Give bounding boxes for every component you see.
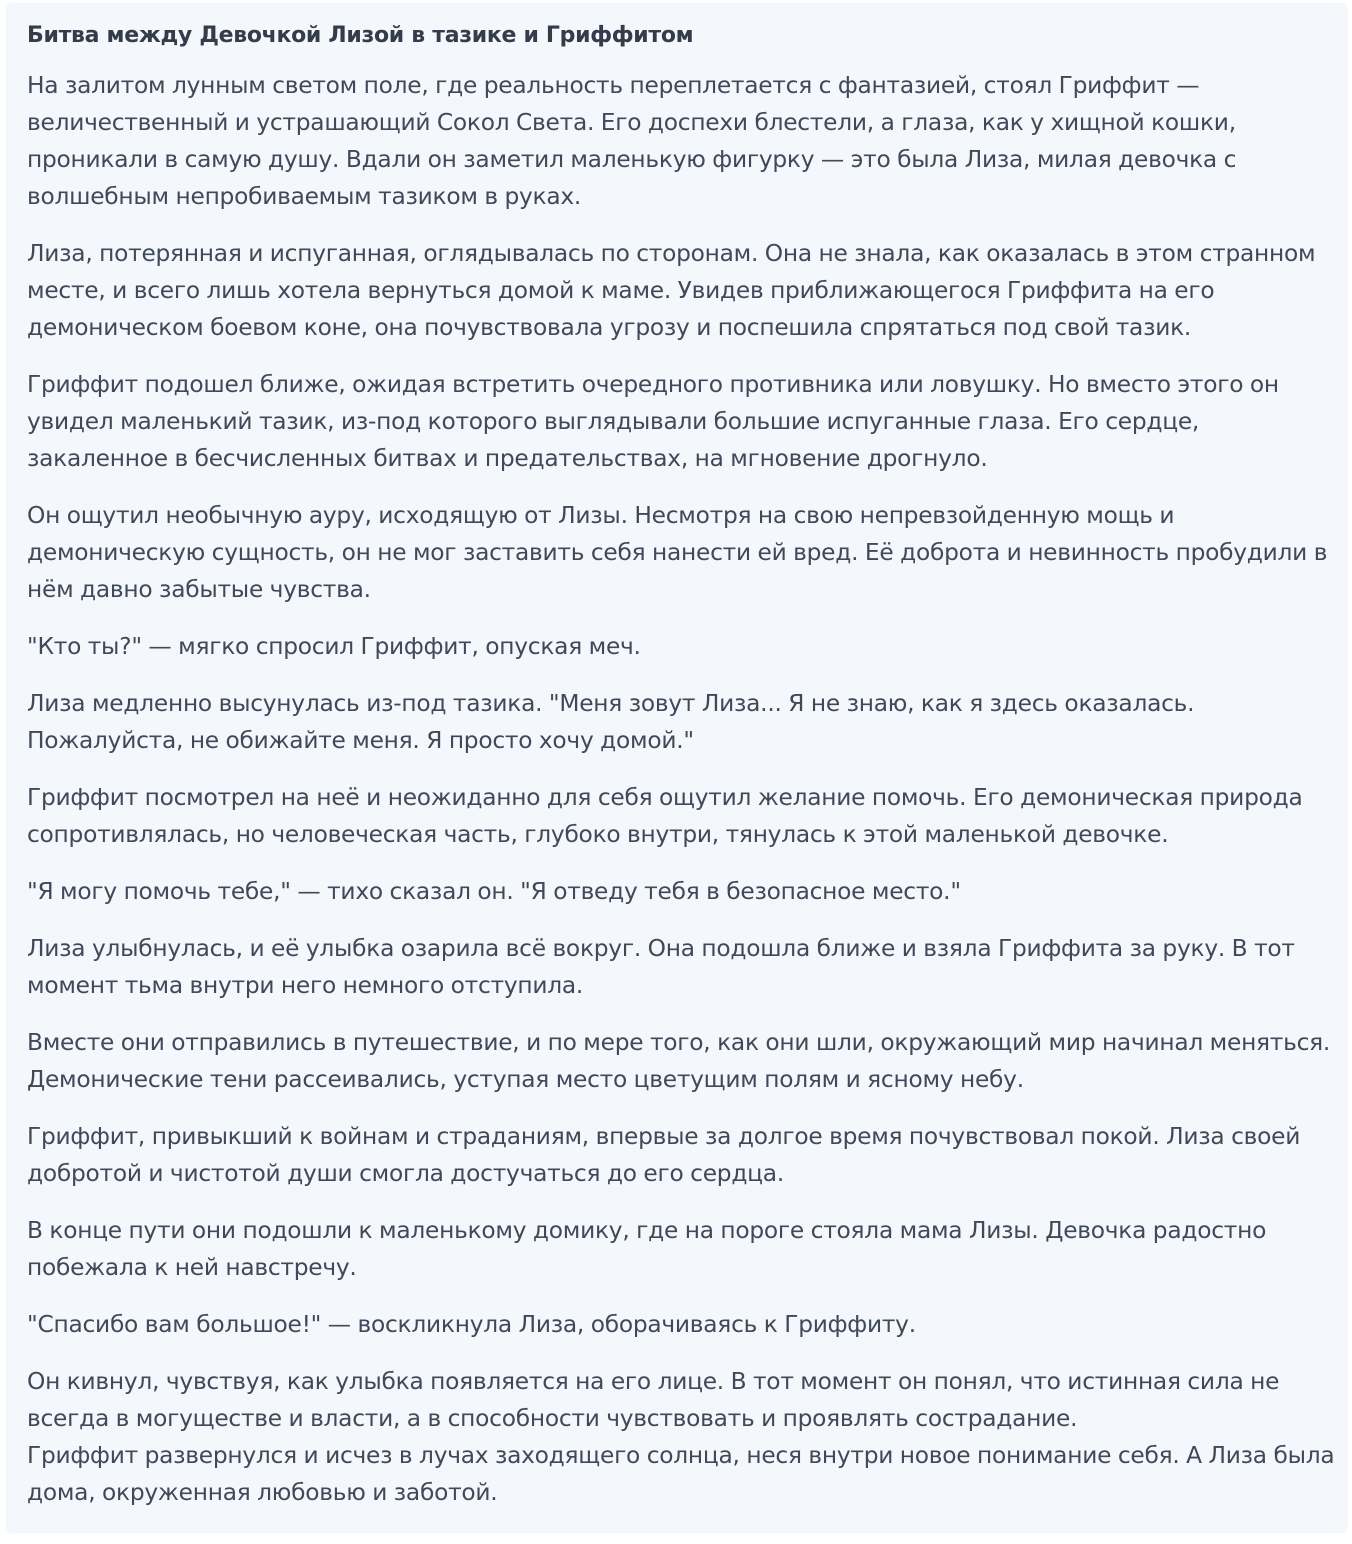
- story-paragraph: Гриффит посмотрел на неё и неожиданно для себя ощутил желание помочь. Его демоническая природа сопротивлялась, но человеческая часть, глубоко внутри, тянулась к этой маленькой девочке.: [27, 784, 1303, 848]
- story-paragraph: "Спасибо вам большое!" — воскликнула Лиза, оборачиваясь к Гриффиту.: [27, 1311, 916, 1338]
- story-card: [6, 3, 1348, 1533]
- story-paragraph: В конце пути они подошли к маленькому домику, где на пороге стояла мама Лизы. Девочка радостно побежала к ней навстречу.: [27, 1217, 1267, 1281]
- story-paragraph: На залитом лунным светом поле, где реальность переплетается с фантазией, стоял Гриффит — величественный и устрашающий Сокол Света. Его доспехи блестели, а глаза, как у хищной кошки, проникали в самую душу. Вдали он заметил маленькую фигурку — это была Лиза, милая девочка с волшебным непробиваемым тазиком в руках.: [27, 72, 1237, 210]
- story-paragraph: Лиза медленно высунулась из-под тазика. "Меня зовут Лиза... Я не знаю, как я здесь оказалась. Пожалуйста, не обижайте меня. Я просто хочу домой.": [27, 690, 1195, 754]
- story-paragraph: Он ощутил необычную ауру, исходящую от Лизы. Несмотря на свою непревзойденную мощь и демоническую сущность, он не мог заставить себя нанести ей вред. Её доброта и невинность пробудили в нём давно забытые чувства.: [27, 502, 1328, 603]
- story-title: Битва между Девочкой Лизой в тазике и Гриффитом: [27, 23, 694, 48]
- story-paragraph: Гриффит, привыкший к войнам и страданиям, впервые за долгое время почувствовал покой. Лиза своей добротой и чистотой души смогла достучаться до его сердца.: [27, 1123, 1301, 1187]
- story-paragraph: Вместе они отправились в путешествие, и по мере того, как они шли, окружающий мир начинал меняться. Демонические тени рассеивались, уступая место цветущим полям и ясному небу.: [27, 1029, 1331, 1093]
- story-paragraph: Лиза улыбнулась, и её улыбка озарила всё вокруг. Она подошла ближе и взяла Гриффита за руку. В тот момент тьма внутри него немного отступила.: [27, 935, 1295, 999]
- story-paragraph: Гриффит подошел ближе, ожидая встретить очередного противника или ловушку. Но вместо этого он увидел маленький тазик, из-под которого выглядывали большие испуганные глаза. Его сердце, закаленное в бесчисленных битвах и предательствах, на мгновение дрогнуло.: [27, 371, 1279, 472]
- story-paragraph: "Я могу помочь тебе," — тихо сказал он. "Я отведу тебя в безопасное место.": [27, 878, 961, 905]
- story-paragraph: "Кто ты?" — мягко спросил Гриффит, опуская меч.: [27, 633, 641, 660]
- story-paragraph: Гриффит развернулся и исчез в лучах заходящего солнца, неся внутри новое понимание себя. А Лиза была дома, окруженная любовью и заботой.: [27, 1442, 1335, 1506]
- story-paragraph: Он кивнул, чувствуя, как улыбка появляется на его лице. В тот момент он понял, что истинная сила не всегда в могуществе и власти, а в способности чувствовать и проявлять сострадание.: [27, 1368, 1280, 1432]
- story-paragraph: Лиза, потерянная и испуганная, оглядывалась по сторонам. Она не знала, как оказалась в этом странном месте, и всего лишь хотела вернуться домой к маме. Увидев приближающегося Гриффита на его демоническом боевом коне, она почувствовала угрозу и поспешила спрятаться под свой тазик.: [27, 240, 1316, 341]
